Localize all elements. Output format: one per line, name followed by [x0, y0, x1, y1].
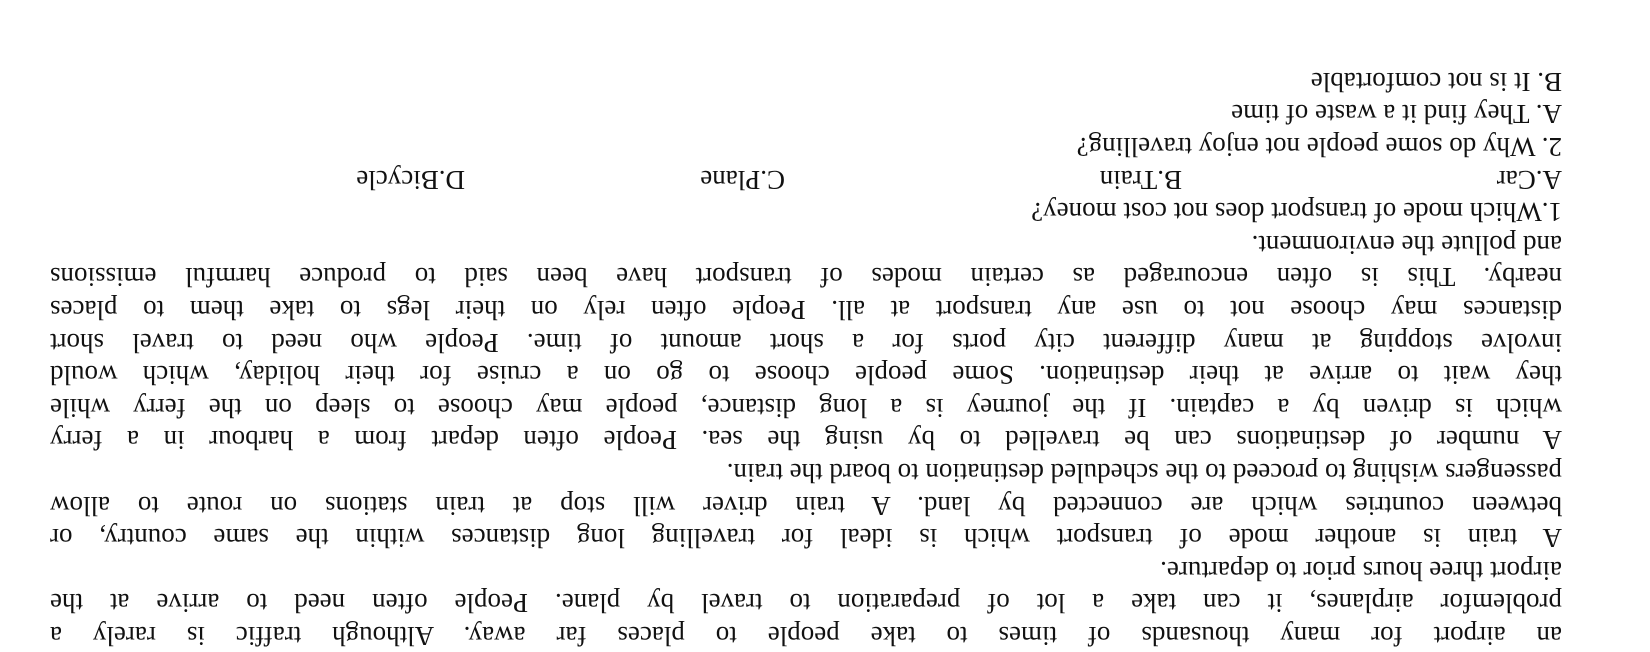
option-a: A. They find it a waste of time: [1231, 99, 1562, 130]
passage-line: A number of destinations can be travelled to by using the sea. People often depart from a harbour in a ferry: [50, 425, 1562, 456]
question-2-prompt: 2. Why do some people not enjoy travelling?: [1076, 132, 1562, 163]
passage-line: distances may choose not to use any transport at all. People often rely on their legs to take them to places: [50, 295, 1562, 326]
option-b: B. It is not comfortable: [1310, 66, 1562, 97]
passage-line: airport three hours prior to departure.: [1160, 555, 1562, 586]
passage-line: passengers wishing to proceed to the scheduled destination to board the train.: [726, 458, 1562, 489]
passage-line: involve stopping at many different city ports for a short amount of time. People who need to travel short: [50, 327, 1562, 358]
reading-passage: [50, 65, 1562, 652]
option-c: C.Plane: [700, 164, 785, 195]
passage-line: an airport for many thousands of times to take people to places far away. Although traffic is rarely a: [50, 621, 1562, 651]
passage-line: nearby. This is often encouraged as certain modes of transport have been said to produce harmful emissions: [50, 262, 1562, 293]
question-1-options: [62, 163, 1562, 196]
passage-line: they wait to arrive at their destination. Some people choose to go on a cruise for their holiday, which would: [50, 360, 1562, 391]
option-b: B.Train: [1099, 164, 1182, 195]
passage-line: problemfor airplanes, it can take a lot of preparation to travel by plane. People often need to arrive at the: [50, 588, 1562, 619]
option-a: A.Car: [1496, 164, 1562, 195]
question-1-prompt: 1.Which mode of transport does not cost money?: [1031, 197, 1562, 228]
passage-line: and pollute the environment.: [1251, 229, 1562, 260]
option-d: D.Bicycle: [356, 164, 465, 195]
passage-line: between countries which are connected by land. A train driver will stop at train stations on route to allow: [50, 490, 1562, 521]
passage-line: which is driven by a captain. If the journey is a long distance, people may choose to sleep on the ferry while: [50, 392, 1562, 423]
passage-line: A train is another mode of transport which is ideal for travelling long distances within the same country, or: [50, 523, 1562, 554]
